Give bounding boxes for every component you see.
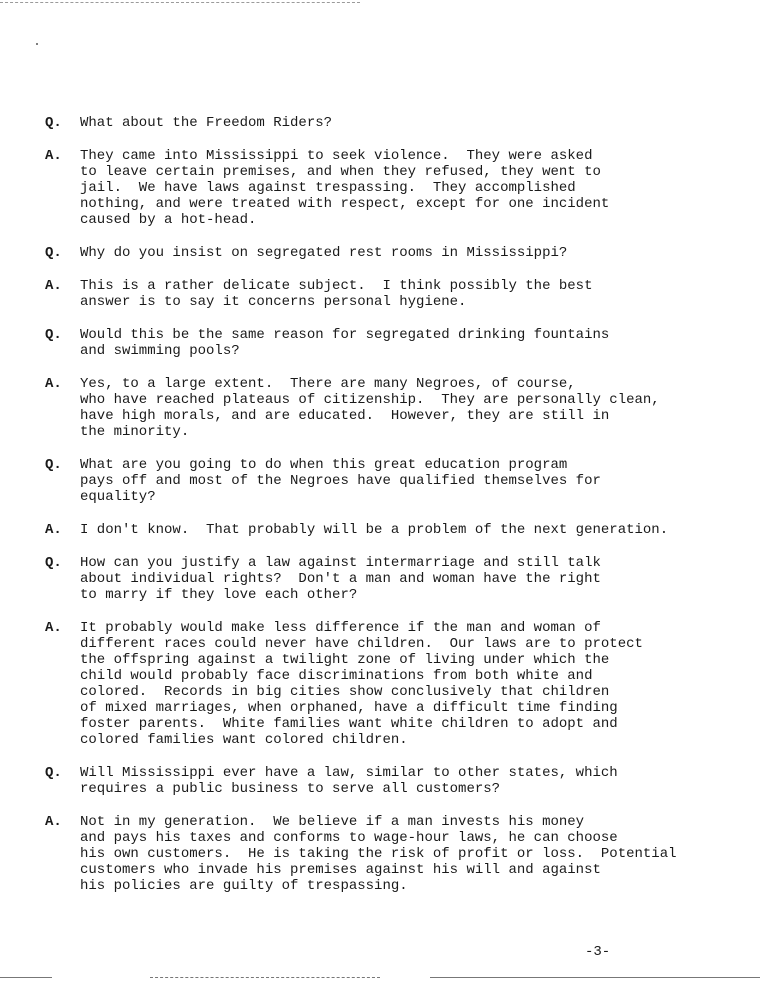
text-line: colored families want colored children.	[80, 732, 408, 748]
text-line: of mixed marriages, when orphaned, have a difficult time finding	[80, 700, 618, 716]
text-line: How can you justify a law against intermarriage and still talk	[80, 555, 601, 571]
question-text	[80, 245, 760, 261]
question-block	[0, 555, 763, 603]
question-text	[80, 115, 760, 131]
question-text	[80, 555, 760, 603]
question-marker: Q.	[45, 555, 62, 571]
text-line: nothing, and were treated with respect, except for one incident	[80, 196, 610, 212]
answer-marker: A.	[45, 376, 62, 392]
answer-text	[80, 376, 760, 440]
text-line: colored. Records in big cities show conclusively that children	[80, 684, 610, 700]
text-line: Will Mississippi ever have a law, similar to other states, which	[80, 765, 618, 781]
page-number: -3-	[585, 944, 611, 960]
text-line: customers who invade his premises against his will and against	[80, 862, 601, 878]
text-line: answer is to say it concerns personal hygiene.	[80, 294, 467, 310]
answer-marker: A.	[45, 814, 62, 830]
top-dashed-rule	[0, 2, 360, 3]
text-line: and pays his taxes and conforms to wage-hour laws, he can choose	[80, 830, 618, 846]
text-line: have high morals, and are educated. However, they are still in	[80, 408, 610, 424]
question-marker: Q.	[45, 327, 62, 343]
answer-marker: A.	[45, 522, 62, 538]
question-marker: Q.	[45, 457, 62, 473]
text-line: to leave certain premises, and when they refused, they went to	[80, 164, 601, 180]
text-line: the offspring against a twilight zone of living under which the	[80, 652, 610, 668]
bottom-rule-segment	[0, 977, 52, 978]
question-marker: Q.	[45, 115, 62, 131]
text-line: pays off and most of the Negroes have qualified themselves for	[80, 473, 601, 489]
answer-text	[80, 278, 760, 310]
question-text	[80, 765, 760, 797]
question-marker: Q.	[45, 765, 62, 781]
answer-text	[80, 814, 760, 894]
answer-text	[80, 620, 760, 748]
answer-marker: A.	[45, 620, 62, 636]
answer-marker: A.	[45, 148, 62, 164]
text-line: the minority.	[80, 424, 190, 440]
text-line: Would this be the same reason for segregated drinking fountains	[80, 327, 610, 343]
text-line: They came into Mississippi to seek violence. They were asked	[80, 148, 593, 164]
answer-text	[80, 522, 760, 538]
answer-block	[0, 278, 763, 310]
text-line: What are you going to do when this great education program	[80, 457, 568, 473]
answer-text	[80, 148, 760, 228]
text-line: who have reached plateaus of citizenship. They are personally clean,	[80, 392, 660, 408]
answer-marker: A.	[45, 278, 62, 294]
text-line: jail. We have laws against trespassing. They accomplished	[80, 180, 576, 196]
answer-block	[0, 814, 763, 894]
text-line: foster parents. White families want white children to adopt and	[80, 716, 618, 732]
text-line: It probably would make less difference if the man and woman of	[80, 620, 601, 636]
question-block	[0, 245, 763, 261]
bottom-rule-segment	[150, 977, 380, 978]
text-line: requires a public business to serve all customers?	[80, 781, 501, 797]
question-text	[80, 457, 760, 505]
text-line: about individual rights? Don't a man and woman have the right	[80, 571, 601, 587]
question-block	[0, 327, 763, 359]
text-line: This is a rather delicate subject. I think possibly the best	[80, 278, 593, 294]
text-line: and swimming pools?	[80, 343, 240, 359]
question-block	[0, 115, 763, 131]
bottom-rule-segment	[430, 977, 760, 978]
text-line: Yes, to a large extent. There are many Negroes, of course,	[80, 376, 576, 392]
text-line: caused by a hot-head.	[80, 212, 257, 228]
question-block	[0, 765, 763, 797]
question-block	[0, 457, 763, 505]
text-line: his own customers. He is taking the risk of profit or loss. Potential	[80, 846, 677, 862]
text-line: his policies are guilty of trespassing.	[80, 878, 408, 894]
text-line: equality?	[80, 489, 156, 505]
text-line: Not in my generation. We believe if a man invests his money	[80, 814, 585, 830]
answer-block	[0, 620, 763, 748]
question-text	[80, 327, 760, 359]
text-line: Why do you insist on segregated rest rooms in Mississippi?	[80, 245, 568, 261]
text-line: to marry if they love each other?	[80, 587, 358, 603]
text-line: different races could never have children. Our laws are to protect	[80, 636, 643, 652]
question-marker: Q.	[45, 245, 62, 261]
text-line: child would probably face discriminations from both white and	[80, 668, 593, 684]
scan-speck	[36, 43, 38, 45]
answer-block	[0, 148, 763, 228]
text-line: What about the Freedom Riders?	[80, 115, 333, 131]
answer-block	[0, 522, 763, 538]
text-line: I don't know. That probably will be a problem of the next generation.	[80, 522, 669, 538]
answer-block	[0, 376, 763, 440]
